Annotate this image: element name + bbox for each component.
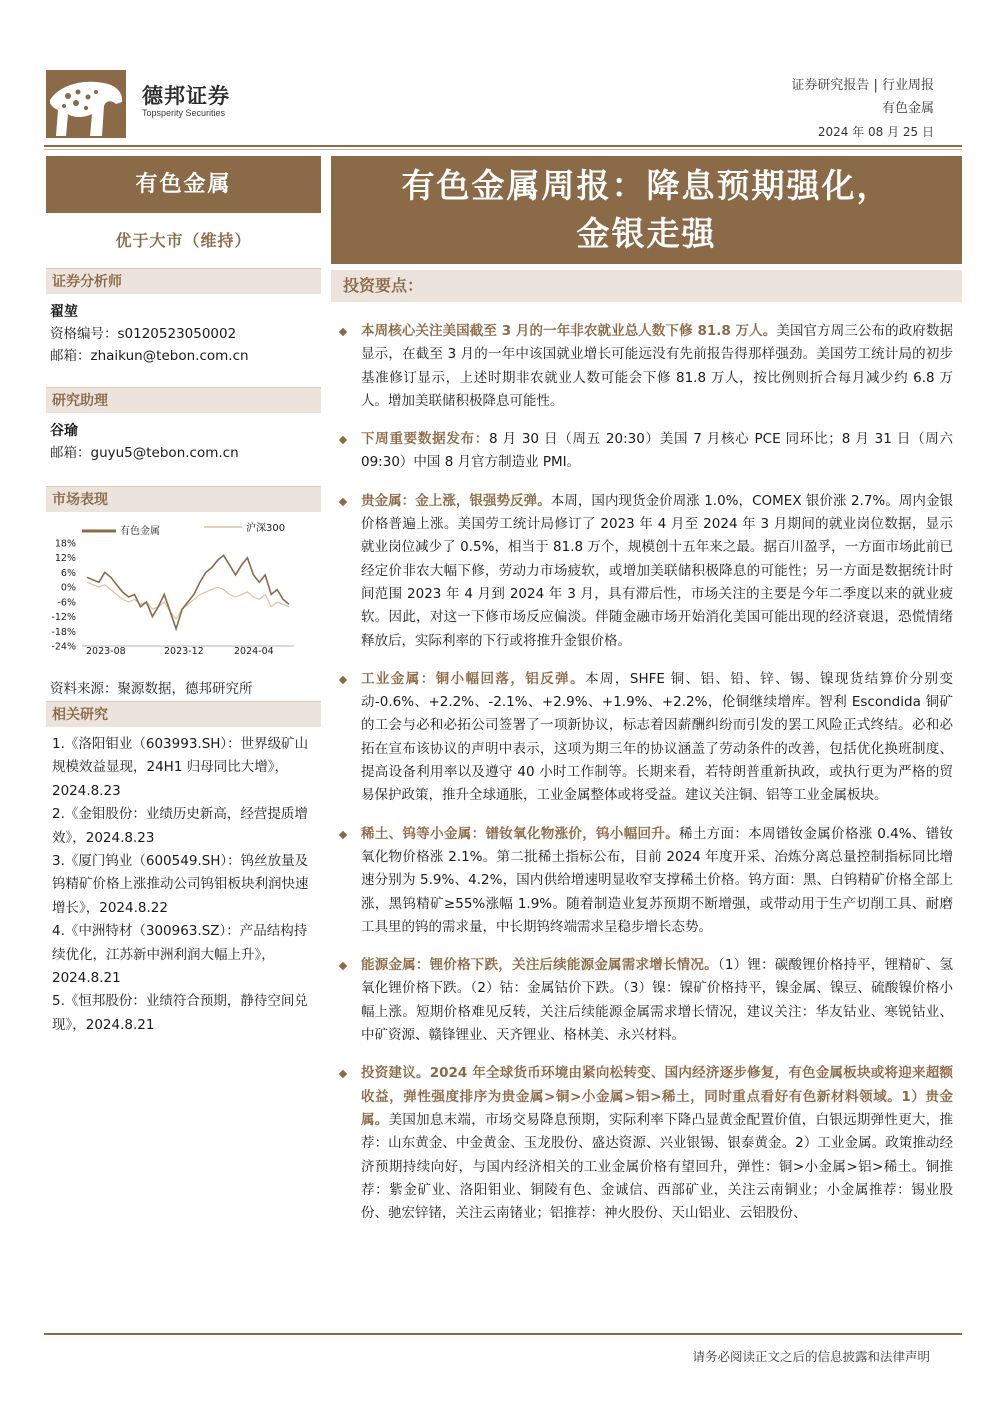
related-heading: 相关研究	[46, 701, 321, 727]
key-point-lead: 下周重要数据发布：	[361, 431, 489, 448]
assistant-name: 谷瑜	[50, 423, 78, 439]
bullet-icon	[339, 436, 347, 444]
assistant-heading: 研究助理	[46, 387, 321, 413]
key-point-body: 本周，国内现货金价周涨 1.0%，COMEX 银价涨 2.7%。周内金银价格普遍上涨。美国劳工统计局修订了 2023 年 4 月至 2024 年 3 月期间的就业岗位数据，显示就业岗位减少了 0.5%，相当于 81.8 万个，规模创十五年来之最。据百川盈孚，一方面市场此前已经定价非农大幅下修，劳动力市场疲软，或增加美联储积极降息的可能性；另一方面是数据统计时间范围 2023 年 4 月到 2024 年 3 月，具有滞后性，市场关注的主要是今年二季度以来的就业疲软。因此，对这一下修市场反应偏淡。伴随金融市场开始消化美国可能出现的经济衰退，恐慌情绪释放后，实际利率的下行或将推升金银价格。	[361, 492, 954, 649]
rating: 优于大市（维持）	[115, 231, 252, 250]
bullet-icon	[339, 1070, 347, 1078]
key-point	[338, 668, 953, 808]
analyst-heading: 证券分析师	[46, 268, 321, 294]
market-heading: 市场表现	[46, 486, 321, 512]
x-tick-label: 2023-08	[86, 646, 126, 656]
analyst-name: 翟堃	[50, 304, 78, 320]
key-point-lead: 能源金属：锂价格下跌，关注后续能源金属需求增长情况。	[361, 957, 718, 974]
bullet-icon	[339, 328, 347, 336]
key-point	[338, 490, 953, 653]
bullet-icon	[339, 676, 347, 684]
legend-label-sector: 有色金属	[120, 526, 160, 537]
series-line	[87, 555, 289, 629]
key-point-lead: 工业金属：铜小幅回落，铝反弹。	[361, 670, 586, 687]
key-point-body: （1）锂：碳酸锂价格持平，锂精矿、氢氧化锂价格下跌。（2）钴：金属钴价下跌。（3）镍：镍矿价格持平，镍金属、镍豆、硫酸镍价格小幅上涨。短期价格难见反转，关注后续能源金属需求增长情况，建议关注：华友钴业、寒锐钴业、中矿资源、赣锋锂业、天齐锂业、格林美、永兴材料。	[361, 957, 953, 1044]
y-tick-label: -12%	[51, 612, 76, 624]
key-point-body: 美国加息末端，市场交易降息预期，实际利率下降凸显黄金配置价值，白银远期弹性更大，推荐：山东黄金、中金黄金、玉龙股份、盛达资源、兴业银锡、银泰黄金。2）工业金属。政策推动经济预期持续向好，与国内经济相关的工业金属价格有望回升，弹性：铜>小金属>铝>稀土。铜推荐：紫金矿业、洛阳钼业、铜陵有色、金诚信、西部矿业，关注云南铜业；小金属推荐：锡业股份、驰宏锌锗，关注云南锗业；铝推荐：神火股份、天山铝业、云铝股份、	[361, 1111, 954, 1222]
analyst-cert: 资格编号：s0120523050002	[50, 326, 237, 342]
report-type: 证券研究报告 | 行业周报	[791, 78, 934, 93]
key-point-lead: 稀土、钨等小金属：镨钕氧化物涨价，钨小幅回升。	[361, 825, 680, 842]
key-point-body: 8 月 30 日（周五 20:30）美国 7 月核心 PCE 同环比；8 月 31 日（周六 09:30）中国 8 月官方制造业 PMI。	[361, 431, 953, 471]
bullet-icon	[339, 498, 347, 506]
key-point-lead: 本周核心关注美国截至 3 月的一年非农就业总人数下修 81.8 万人。	[361, 323, 777, 339]
report-industry: 有色金属	[881, 101, 934, 116]
bullet-icon	[339, 830, 347, 838]
report-date: 2024 年 08 月 25 日	[817, 125, 934, 139]
brand-name-en: Topsperity Securities	[142, 108, 226, 118]
key-point	[338, 823, 953, 939]
market-performance-chart	[46, 516, 306, 656]
y-tick-label: 18%	[54, 538, 76, 550]
key-point	[338, 428, 953, 475]
key-points-heading: 投资要点：	[331, 270, 962, 302]
related-item[interactable]: 2.《金钼股份：业绩历史新高，经营提质增效》，2024.8.23	[52, 806, 308, 846]
key-point	[338, 954, 953, 1047]
y-tick-label: -6%	[57, 597, 76, 609]
key-points-list	[338, 320, 953, 1240]
assistant-email[interactable]: 邮箱：guyu5@tebon.com.cn	[50, 445, 239, 461]
bullet-icon	[339, 962, 347, 970]
y-tick-label: -18%	[51, 626, 76, 638]
key-point-body: 美国官方周三公布的政府数据显示，在截至 3 月的一年中该国就业增长可能远没有先前报告得那样强劲。美国劳工统计局的初步基准修订显示，上述时期非农就业人数可能会下修 81.8 万人，按比例则折合每月减少约 6.8 万人。增加美联储积极降息可能性。	[361, 323, 953, 409]
key-point-body: 稀土方面：本周镨钕金属价格涨 0.4%、镨钕氧化物价格涨 2.1%。第二批稀土指标公布，目前 2024 年度开采、冶炼分离总量控制指标同比增速分别为 5.9%、4.2%，国内供给增速明显收窄支撑稀土价格。钨方面：黑、白钨精矿价格全部上涨，黑钨精矿≥55%涨幅 1.9%。随着制造业复苏预期不断增强，或带动用于生产切削工具、耐磨工具里的钨的需求量，中长期钨终端需求呈稳步增长态势。	[361, 825, 954, 935]
disclaimer-footer[interactable]: 请务必阅读正文之后的信息披露和法律声明	[692, 1349, 930, 1364]
key-point-lead: 贵金属：金上涨，银强势反弹。	[361, 492, 551, 509]
chart-source: 资料来源：聚源数据，德邦研究所	[50, 681, 253, 697]
key-point	[338, 1062, 953, 1225]
brand-name-cn: 德邦证券	[142, 84, 230, 108]
legend-label-index: 沪深300	[246, 523, 286, 534]
y-tick-label: -24%	[51, 641, 76, 653]
x-tick-label: 2024-04	[234, 646, 274, 656]
related-item[interactable]: 5.《恒邦股份：业绩符合预期，静待空间兑现》，2024.8.21	[52, 993, 308, 1033]
key-point-body: 本周，SHFE 铜、铝、铅、锌、锡、镍现货结算价分别变动-0.6%、+2.2%、-2.1%、+2.9%、+1.9%、+2.2%，伦铜继续增库。智利 Escondida 铜矿的工会与必和必拓公司签署了一项新协议，标志着因薪酬纠纷而引发的罢工风险正式终结。必和必拓在宣布该协议的声明中表示，这项为期三年的协议涵盖了劳动条件的改善，包括优化换班制度、提高设备利用率以及遵守 40 小时工作制等。长期来看，若特朗普重新执政，或执行更为严格的贸易保护政策，推升全球通胀，工业金属整体或将受益。建议关注铜、铝等工业金属板块。	[361, 670, 953, 804]
brand-logo	[46, 70, 126, 138]
title-line-1: 有色金属周报：降息预期强化，	[401, 166, 892, 205]
related-item[interactable]: 4.《中洲特材（300963.SZ）：产品结构持续优化，江苏新中洲利润大幅上升》，2024.8.21	[52, 923, 308, 987]
related-item[interactable]: 1.《洛阳钼业（603993.SH）：世界级矿山规模效益显现，24H1 归母同比大增》，2024.8.23	[52, 736, 309, 799]
header-rule-thin	[44, 149, 962, 150]
key-point-lead: 投资建议。2024 年全球货币环境由紧向松转变、国内经济逐步修复，有色金属板块或将迎来超额收益，弹性强度排序为贵金属>铜>小金属>铝>稀土，同时重点看好有色新材料领域。1）贵金属。	[361, 1065, 953, 1128]
x-tick-label: 2023-12	[164, 646, 204, 656]
key-point	[338, 320, 953, 413]
y-tick-label: 12%	[54, 553, 76, 565]
title-line-2: 金银走强	[576, 214, 717, 253]
related-research-list	[52, 733, 320, 1037]
sector-label: 有色金属	[46, 156, 321, 213]
analyst-email[interactable]: 邮箱：zhaikun@tebon.com.cn	[50, 348, 249, 364]
y-tick-label: 6%	[60, 567, 76, 579]
footer-rule	[44, 1333, 962, 1335]
y-tick-label: 0%	[60, 582, 76, 594]
series-line	[87, 582, 289, 619]
header-rule	[44, 145, 962, 147]
related-item[interactable]: 3.《厦门钨业（600549.SH）：钨丝放量及钨精矿价格上涨推动公司钨钼板块利润快速增长》，2024.8.22	[52, 853, 309, 916]
report-title	[331, 156, 962, 264]
